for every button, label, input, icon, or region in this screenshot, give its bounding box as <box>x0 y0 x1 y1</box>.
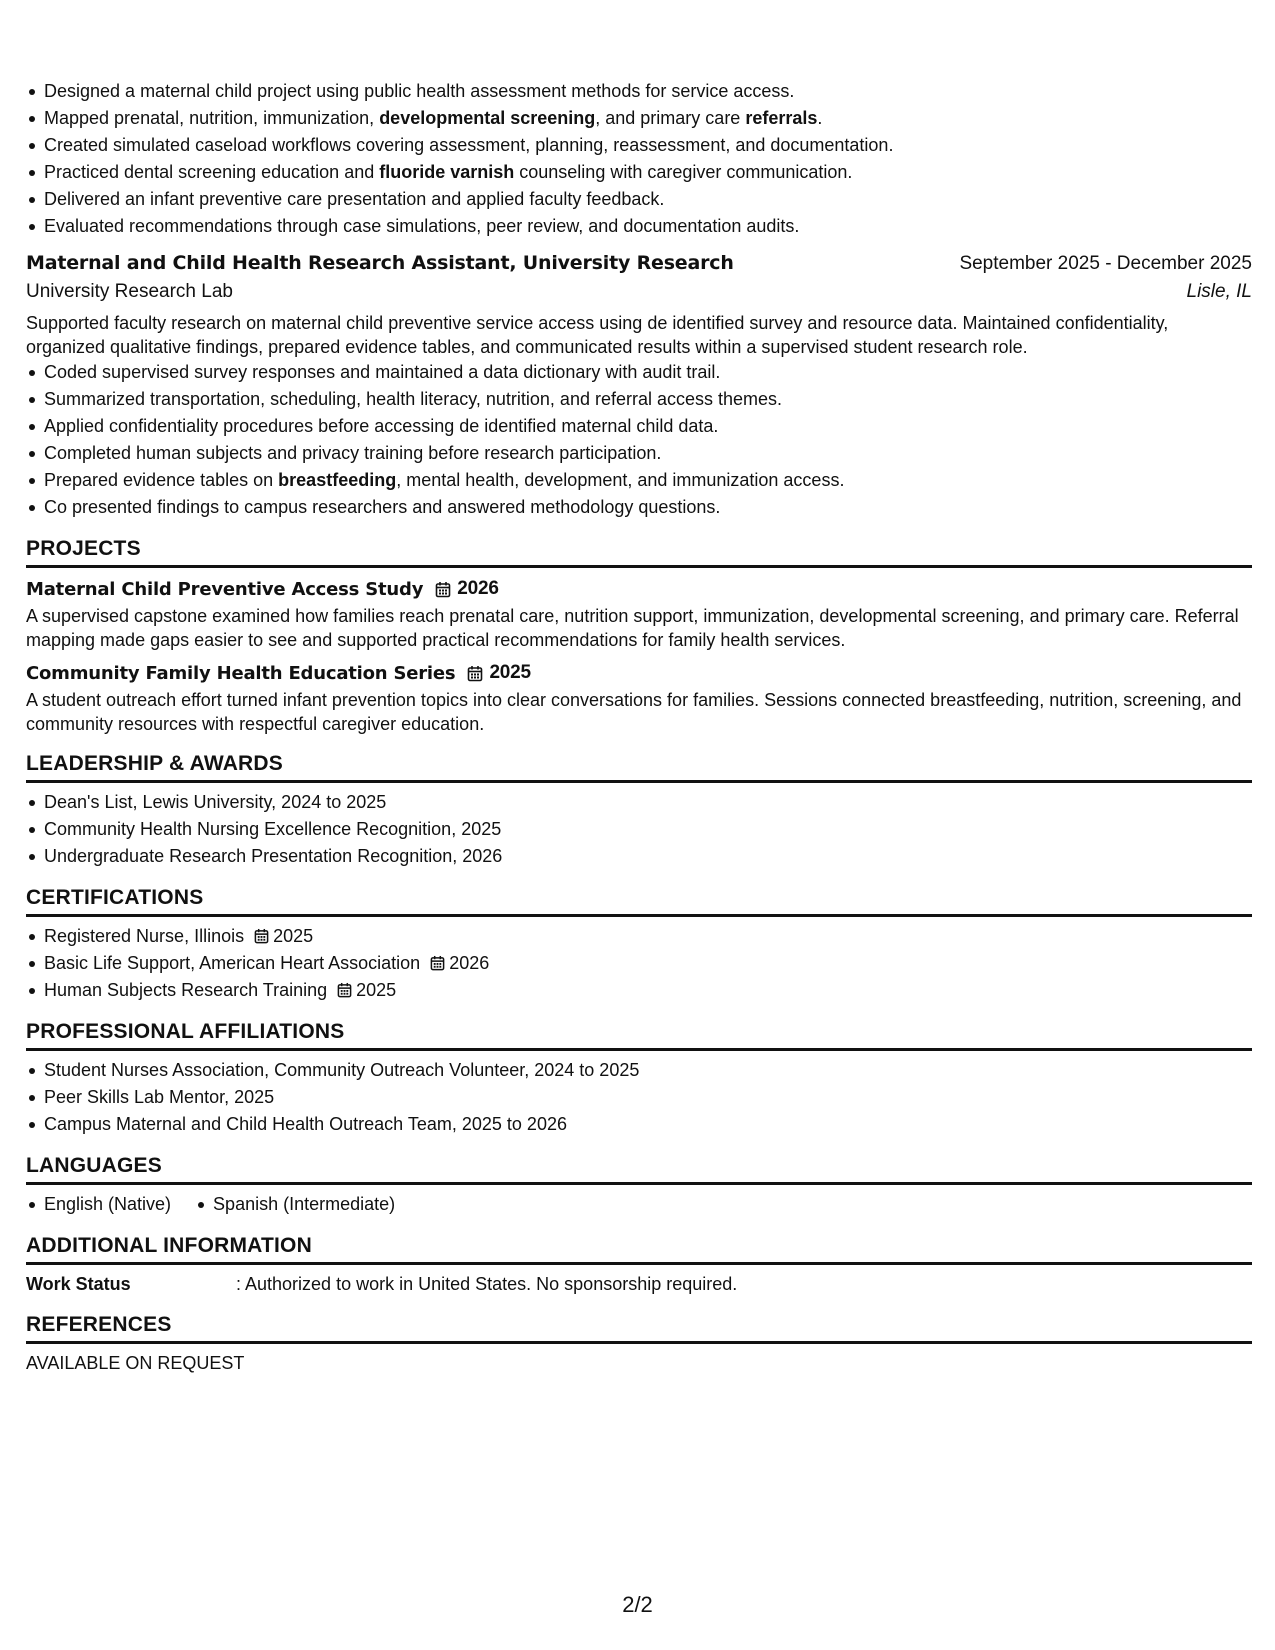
role-dates: September 2025 - December 2025 <box>959 253 1252 274</box>
list-item: Spanish (Intermediate) <box>195 1191 395 1218</box>
list-item: Dean's List, Lewis University, 2024 to 2025 <box>26 789 1252 816</box>
page-number: 2/2 <box>622 1592 653 1617</box>
section-heading-references: REFERENCES <box>26 1313 1252 1344</box>
project-title: Community Family Health Education Series <box>26 662 456 684</box>
list-item: Summarized transportation, scheduling, health literacy, nutrition, and referral access themes. <box>26 386 1252 413</box>
role-header <box>26 252 1252 275</box>
list-item: Designed a maternal child project using public health assessment methods for service access. <box>26 78 1252 105</box>
certification-year: 2026 <box>449 953 490 973</box>
affiliations-list <box>26 1057 1252 1138</box>
list-item <box>26 923 1252 950</box>
certification-name: Human Subjects Research Training <box>44 980 328 1000</box>
list-item: Evaluated recommendations through case simulations, peer review, and documentation audits. <box>26 213 1252 240</box>
awards-list <box>26 789 1252 870</box>
list-item: Campus Maternal and Child Health Outreach Team, 2025 to 2026 <box>26 1111 1252 1138</box>
list-item: Practiced dental screening education and fluoride varnish counseling with caregiver communication. <box>26 159 1252 186</box>
list-item: Undergraduate Research Presentation Recognition, 2026 <box>26 843 1252 870</box>
list-item: Community Health Nursing Excellence Recognition, 2025 <box>26 816 1252 843</box>
section-heading-awards: LEADERSHIP & AWARDS <box>26 752 1252 783</box>
calendar-icon <box>435 581 451 598</box>
list-item: Applied confidentiality procedures before accessing de identified maternal child data. <box>26 413 1252 440</box>
work-status-value: : Authorized to work in United States. No sponsorship required. <box>236 1274 738 1294</box>
work-status-row <box>26 1271 1252 1297</box>
list-item: Co presented findings to campus researchers and answered methodology questions. <box>26 494 1252 521</box>
list-item: Created simulated caseload workflows covering assessment, planning, reassessment, and documentation. <box>26 132 1252 159</box>
role-bullets <box>26 359 1252 521</box>
list-item: Mapped prenatal, nutrition, immunization, developmental screening, and primary care referrals. <box>26 105 1252 132</box>
section-heading-languages: LANGUAGES <box>26 1154 1252 1185</box>
role-location: Lisle, IL <box>1186 281 1252 302</box>
calendar-icon <box>467 665 483 682</box>
list-item: Delivered an infant preventive care presentation and applied faculty feedback. <box>26 186 1252 213</box>
list-item: Coded supervised survey responses and maintained a data dictionary with audit trail. <box>26 359 1252 386</box>
project-item <box>26 578 1252 652</box>
resume-page <box>26 78 1252 1376</box>
project-year: 2025 <box>489 662 531 683</box>
role-title: Maternal and Child Health Research Assistant, University Research <box>26 252 734 274</box>
role-organization: University Research Lab <box>26 281 233 302</box>
list-item <box>26 977 1252 1004</box>
prior-role-bullets <box>26 78 1252 240</box>
section-heading-affiliations: PROFESSIONAL AFFILIATIONS <box>26 1020 1252 1051</box>
list-item <box>26 950 1252 977</box>
role-summary: Supported faculty research on maternal child preventive service access using de identified survey and resource data. Maintained confidentiality, organized qualitative findings, prepared evidence tables, and communicated results within a supervised student research role. <box>26 313 1169 357</box>
project-year: 2026 <box>457 578 499 599</box>
section-heading-additional-info: ADDITIONAL INFORMATION <box>26 1234 1252 1265</box>
references-text: AVAILABLE ON REQUEST <box>26 1353 245 1373</box>
project-title: Maternal Child Preventive Access Study <box>26 578 424 600</box>
list-item: Completed human subjects and privacy training before research participation. <box>26 440 1252 467</box>
languages-list <box>26 1191 1252 1218</box>
section-heading-projects: PROJECTS <box>26 537 1252 568</box>
work-status-label: Work Status <box>26 1274 131 1294</box>
project-item <box>26 662 1252 736</box>
list-item: Student Nurses Association, Community Outreach Volunteer, 2024 to 2025 <box>26 1057 1252 1084</box>
certification-name: Basic Life Support, American Heart Association <box>44 953 421 973</box>
certifications-list <box>26 923 1252 1004</box>
project-description: A supervised capstone examined how families reach prenatal care, nutrition support, immunization, developmental screening, and primary care. Referral mapping made gaps easier to see and supported practical recommendations for family health services. <box>26 606 1239 650</box>
calendar-icon <box>430 955 445 971</box>
certification-year: 2025 <box>273 926 314 946</box>
certification-year: 2025 <box>356 980 397 1000</box>
section-heading-certifications: CERTIFICATIONS <box>26 886 1252 917</box>
calendar-icon <box>337 982 352 998</box>
calendar-icon <box>254 928 269 944</box>
certification-name: Registered Nurse, Illinois <box>44 926 245 946</box>
list-item: English (Native) <box>26 1191 171 1218</box>
list-item: Peer Skills Lab Mentor, 2025 <box>26 1084 1252 1111</box>
list-item: Prepared evidence tables on breastfeeding, mental health, development, and immunization access. <box>26 467 1252 494</box>
project-description: A student outreach effort turned infant prevention topics into clear conversations for families. Sessions connected breastfeeding, nutrition, screening, and community resources with respectful caregiver education. <box>26 690 1242 734</box>
role-org-row <box>26 281 1252 303</box>
